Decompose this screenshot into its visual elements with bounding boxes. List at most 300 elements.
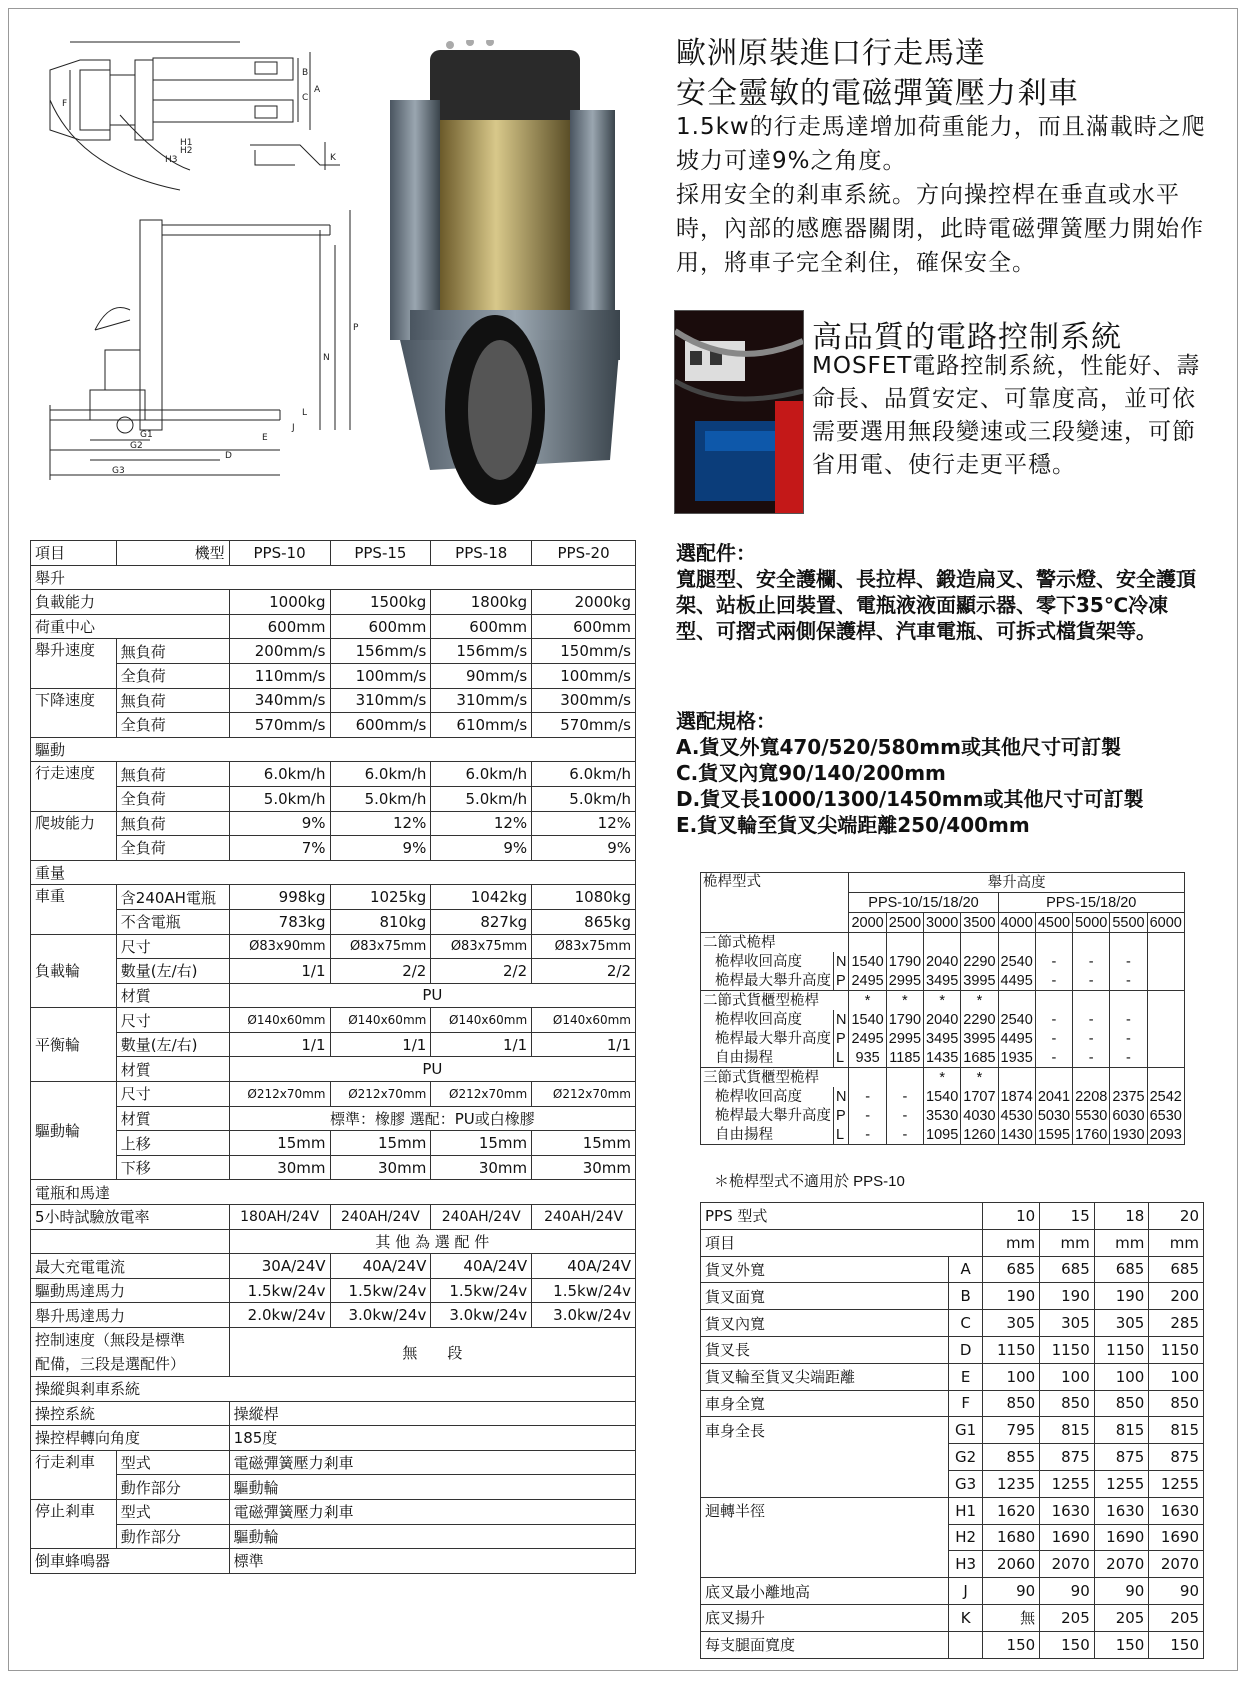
dim-unit: mm (1040, 1229, 1095, 1256)
cell: 90mm/s (431, 663, 532, 688)
label-H1: H1 (180, 138, 193, 148)
mast-height-col: 4500 (1035, 913, 1072, 933)
mast-grp2: PPS-15/18/20 (998, 893, 1184, 913)
table-row (701, 1256, 1204, 1283)
cell: 3.0kw/24v (330, 1303, 431, 1328)
row-label: 倒車蜂鳴器 (31, 1549, 230, 1574)
table-row (31, 1377, 636, 1402)
dim-cell: 1630 (1040, 1497, 1095, 1524)
mast-row-code: P (834, 971, 849, 991)
sub-label: 動作部分 (116, 1524, 229, 1549)
mast-cell: 2495 (849, 1029, 886, 1048)
cell: 180AH/24V (229, 1205, 330, 1230)
cell: 驅動輪 (229, 1524, 635, 1549)
mast-cell (886, 933, 923, 953)
mast-cell: 2093 (1147, 1125, 1184, 1145)
cell: PU (229, 1057, 635, 1082)
mast-cell: * (849, 991, 886, 1011)
mast-row-label: 自由揚程 (701, 1048, 834, 1068)
mast-row-code: N (834, 1087, 849, 1106)
mast-cell: - (1110, 971, 1147, 991)
dim-cell: 685 (983, 1256, 1040, 1283)
sub-label: 下移 (116, 1155, 229, 1180)
cell: 9% (330, 836, 431, 861)
mast-cell: - (1073, 952, 1110, 971)
cell: 15mm (229, 1131, 330, 1156)
model-col: PPS-15 (330, 541, 431, 566)
cell: 電磁彈簧壓力剎車 (229, 1499, 635, 1524)
dim-cell: 305 (1094, 1310, 1149, 1337)
dim-row-label: 貨叉長 (701, 1336, 949, 1363)
table-row (701, 1029, 1185, 1048)
label-G1: G1 (140, 430, 153, 440)
mast-cell: 2995 (886, 1029, 923, 1048)
cell: 810kg (330, 909, 431, 934)
dim-row-label: 底叉最小離地高 (701, 1578, 949, 1605)
cell: 1.5kw/24v (431, 1278, 532, 1303)
table-row (31, 1549, 636, 1574)
mast-cell (1147, 933, 1184, 953)
cell: 827kg (431, 909, 532, 934)
table-row (31, 639, 636, 664)
table-row (701, 1470, 1204, 1497)
table-row (31, 590, 636, 615)
cell: Ø83x75mm (431, 934, 532, 959)
mast-cell: 2540 (998, 952, 1035, 971)
cell: 200mm/s (229, 639, 330, 664)
cell: 1/1 (229, 959, 330, 984)
cell: 100mm/s (330, 663, 431, 688)
label-H3: H3 (165, 155, 178, 165)
specs-line: C.貨叉內寬90/140/200mm (676, 761, 946, 785)
dim-cell: 850 (1149, 1390, 1204, 1417)
sub-label: 全負荷 (116, 836, 229, 861)
table-row (701, 1631, 1204, 1658)
table-row (31, 1254, 636, 1279)
table-row (701, 873, 1185, 893)
cell: 1.5kw/24v (229, 1278, 330, 1303)
mast-cell (961, 933, 998, 953)
cell: 9% (229, 811, 330, 836)
dim-cell: 855 (983, 1444, 1040, 1471)
dim-row-label: 底叉揚升 (701, 1604, 949, 1631)
mast-row-label: 桅桿收回高度 (701, 1010, 834, 1029)
dim-cell: 190 (1094, 1283, 1149, 1310)
table-row (701, 1336, 1204, 1363)
dim-row-code: G1 (948, 1417, 982, 1444)
dim-row-label (701, 1551, 949, 1578)
cell: 100mm/s (532, 663, 636, 688)
mast-cell: 3995 (961, 1029, 998, 1048)
cell: 2/2 (330, 959, 431, 984)
dim-cell: 200 (1149, 1283, 1204, 1310)
row-label: 操控桿轉向角度 (31, 1426, 230, 1451)
cell: 865kg (532, 909, 636, 934)
mast-cell: - (1110, 1048, 1147, 1068)
sub-label: 上移 (116, 1131, 229, 1156)
table-row (31, 1524, 636, 1549)
cell: 30A/24V (229, 1254, 330, 1279)
mast-cell: 1595 (1035, 1125, 1072, 1145)
table-row (701, 1417, 1204, 1444)
table-row (31, 1180, 636, 1205)
cell: 6.0km/h (431, 762, 532, 787)
dim-cell: 1235 (983, 1470, 1040, 1497)
cell: 30mm (229, 1155, 330, 1180)
cell: 6.0km/h (229, 762, 330, 787)
dim-cell: 90 (983, 1578, 1040, 1605)
dim-row-code: H1 (948, 1497, 982, 1524)
mast-cell (1147, 991, 1184, 1011)
specs-line: D.貨叉長1000/1300/1450mm或其他尺寸可訂製 (676, 787, 1144, 811)
header-title (676, 34, 1079, 114)
dim-row-code: B (948, 1283, 982, 1310)
table-row (31, 811, 636, 836)
sub-label: 動作部分 (116, 1475, 229, 1500)
cell: Ø140x60mm (229, 1008, 330, 1033)
table-row (31, 836, 636, 861)
table-row (31, 688, 636, 713)
table-row (31, 1401, 636, 1426)
mast-cell: 1874 (998, 1087, 1035, 1106)
dim-row-label: 貨叉內寬 (701, 1310, 949, 1337)
dim-cell: 875 (1149, 1444, 1204, 1471)
mast-cell: * (924, 1068, 961, 1088)
mast-cell: 1435 (924, 1048, 961, 1068)
label-F: F (62, 99, 68, 109)
cell: 標準：橡膠 選配：PU或白橡膠 (229, 1106, 635, 1131)
mast-cell: 1430 (998, 1125, 1035, 1145)
mast-cell (924, 933, 961, 953)
mast-row-code: L (834, 1125, 849, 1145)
table-row (31, 1008, 636, 1033)
cell: 40A/24V (330, 1254, 431, 1279)
cell: 310mm/s (330, 688, 431, 713)
cell: 操縱桿 (229, 1401, 635, 1426)
intro-paragraph-1: 1.5kw的行走馬達增加荷重能力，而且滿載時之爬坡力可達9%之角度。 (676, 114, 1206, 174)
dim-row-code: G3 (948, 1470, 982, 1497)
mast-cell: 1185 (886, 1048, 923, 1068)
table-row (31, 1278, 636, 1303)
dim-row-code: K (948, 1604, 982, 1631)
cell: 5.0km/h (229, 786, 330, 811)
row-label: 舉升馬達馬力 (31, 1303, 230, 1328)
options-title: 選配件： (676, 541, 756, 565)
mast-cell (1035, 991, 1072, 1011)
sub-label: 無負荷 (116, 762, 229, 787)
cell: 600mm (229, 614, 330, 639)
cell: Ø212x70mm (532, 1082, 636, 1107)
cell: 610mm/s (431, 713, 532, 738)
row-label: 驅動輪 (31, 1082, 117, 1180)
cell: Ø140x60mm (431, 1008, 532, 1033)
row-label: 停止剎車 (31, 1499, 117, 1548)
sub-label: 全負荷 (116, 663, 229, 688)
mast-cell: 2040 (924, 1010, 961, 1029)
cell: 12% (431, 811, 532, 836)
table-row (701, 1106, 1185, 1125)
cell: Ø212x70mm (431, 1082, 532, 1107)
row-label: 舉升速度 (31, 639, 117, 688)
sub-label: 尺寸 (116, 1082, 229, 1107)
cell: 240AH/24V (431, 1205, 532, 1230)
table-row (701, 1068, 1185, 1088)
cell: 300mm/s (532, 688, 636, 713)
dim-row-label: 車身全寬 (701, 1390, 949, 1417)
dim-cell: 1690 (1040, 1524, 1095, 1551)
cell: 600mm (431, 614, 532, 639)
dim-row-label: 貨叉輪至貨叉尖端距離 (701, 1363, 949, 1390)
model-col: PPS-10 (229, 541, 330, 566)
hdr-item: 項目 (31, 541, 117, 566)
dim-cell: 815 (1040, 1417, 1095, 1444)
mast-height-col: 2500 (886, 913, 923, 933)
table-row (701, 1524, 1204, 1551)
title-line2: 安全靈敏的電磁彈簧壓力剎車 (676, 76, 1079, 111)
table-row (31, 1328, 636, 1377)
dim-cell: 150 (983, 1631, 1040, 1658)
label-C: C (302, 93, 309, 103)
dim-cell: 150 (1149, 1631, 1204, 1658)
mast-height-col: 6000 (1147, 913, 1184, 933)
dim-row-label (701, 1444, 949, 1471)
cell: 998kg (229, 885, 330, 910)
spec-table (30, 540, 636, 1574)
cell: 40A/24V (532, 1254, 636, 1279)
mast-cell: * (961, 991, 998, 1011)
mast-cell (1035, 933, 1072, 953)
table-row (701, 1363, 1204, 1390)
sub-label: 尺寸 (116, 934, 229, 959)
cell: 6.0km/h (330, 762, 431, 787)
mast-table (700, 872, 1185, 1145)
dim-row-label: 貨叉外寬 (701, 1256, 949, 1283)
mast-cell: - (849, 1125, 886, 1145)
dim-row-label: 貨叉面寬 (701, 1283, 949, 1310)
table-row (701, 933, 1185, 953)
dim-row-code: J (948, 1578, 982, 1605)
mast-cell: 4495 (998, 1029, 1035, 1048)
table-row (701, 1444, 1204, 1471)
mast-cell (1073, 991, 1110, 1011)
mast-height-col: 5500 (1110, 913, 1147, 933)
dim-cell: 90 (1040, 1578, 1095, 1605)
dim-cell: 100 (1040, 1363, 1095, 1390)
mast-cell: 1790 (886, 952, 923, 971)
row-label: 驅動馬達馬力 (31, 1278, 230, 1303)
table-row (31, 1082, 636, 1107)
row-label: 荷重中心 (31, 614, 230, 639)
dim-cell: 2070 (1040, 1551, 1095, 1578)
cell: 240AH/24V (330, 1205, 431, 1230)
row-label: 車重 (31, 885, 117, 934)
table-row (31, 1450, 636, 1475)
dim-row-label: 迴轉半徑 (701, 1497, 949, 1524)
dim-cell: 150 (1040, 1631, 1095, 1658)
dim-hdr-type: PPS 型式 (701, 1203, 983, 1230)
table-row (701, 971, 1185, 991)
cell: 12% (330, 811, 431, 836)
cell: 1025kg (330, 885, 431, 910)
dim-cell: 1620 (983, 1497, 1040, 1524)
table-row (31, 713, 636, 738)
table-row (31, 762, 636, 787)
dim-model: 10 (983, 1203, 1040, 1230)
mast-row-label: 桅桿收回高度 (701, 1087, 834, 1106)
table-row (31, 1057, 636, 1082)
mast-row-label: 自由揚程 (701, 1125, 834, 1145)
section-drive: 驅動 (31, 737, 636, 762)
mast-cell: 3495 (924, 1029, 961, 1048)
cell: 2/2 (532, 959, 636, 984)
mast-cell (998, 933, 1035, 953)
mast-cell: - (1110, 1010, 1147, 1029)
mast-cell: - (1035, 1029, 1072, 1048)
cell: 5.0km/h (330, 786, 431, 811)
cell: 2.0kw/24v (229, 1303, 330, 1328)
control-speed-label-2: 配備，三段是選配件） (35, 1355, 186, 1373)
mast-cell: 2041 (1035, 1087, 1072, 1106)
mast-cell: 1540 (849, 952, 886, 971)
mast-cell: - (1073, 971, 1110, 991)
mast-cell: - (1035, 971, 1072, 991)
cell: 570mm/s (532, 713, 636, 738)
cell: 1/1 (431, 1032, 532, 1057)
mast-section-title: 三節式貨櫃型桅桿 (701, 1068, 849, 1088)
row-label: 爬坡能力 (31, 811, 117, 860)
row-label: 平衡輪 (31, 1008, 117, 1082)
mast-cell: 4030 (961, 1106, 998, 1125)
cell: 無 段 (229, 1328, 635, 1377)
mast-row-label: 桅桿最大舉升高度 (701, 1029, 834, 1048)
dim-cell: 850 (1094, 1390, 1149, 1417)
table-row (31, 860, 636, 885)
sub-label: 材質 (116, 1106, 229, 1131)
label-D: D (225, 451, 232, 461)
cell: PU (229, 983, 635, 1008)
section-lift: 舉升 (31, 565, 636, 590)
mast-cell (849, 1068, 886, 1088)
model-col: PPS-18 (431, 541, 532, 566)
specs-block (676, 708, 1216, 838)
mast-cell: 1935 (998, 1048, 1035, 1068)
section-battery: 電瓶和馬達 (31, 1180, 636, 1205)
table-row (701, 1497, 1204, 1524)
sub-label: 材質 (116, 1057, 229, 1082)
dim-cell: 1630 (1094, 1497, 1149, 1524)
table-row (31, 1499, 636, 1524)
cell: 1/1 (229, 1032, 330, 1057)
label-B: B (302, 68, 309, 78)
mast-row-label: 桅桿最大舉升高度 (701, 971, 834, 991)
table-row (701, 952, 1185, 971)
mast-cell (1110, 1068, 1147, 1088)
controller-illustration (675, 311, 803, 513)
dim-cell: 285 (1149, 1310, 1204, 1337)
cell: 150mm/s (532, 639, 636, 664)
dim-cell: 2060 (983, 1551, 1040, 1578)
mast-cell: 4530 (998, 1106, 1035, 1125)
dim-cell: 1255 (1094, 1470, 1149, 1497)
cell: 40A/24V (431, 1254, 532, 1279)
mast-cell: - (886, 1087, 923, 1106)
mast-cell: 4495 (998, 971, 1035, 991)
mast-cell: - (1110, 1029, 1147, 1048)
mast-cell: - (1073, 1048, 1110, 1068)
cell: 7% (229, 836, 330, 861)
table-row (31, 565, 636, 590)
mast-row-label: 桅桿收回高度 (701, 952, 834, 971)
table-row (31, 1205, 636, 1230)
mast-cell: 3495 (924, 971, 961, 991)
dim-cell: 無 (983, 1604, 1040, 1631)
table-row (701, 1203, 1204, 1230)
cell: 310mm/s (431, 688, 532, 713)
dim-cell: 875 (1094, 1444, 1149, 1471)
row-label: 負載輪 (31, 934, 117, 1008)
row-label: 負載能力 (31, 590, 230, 615)
mast-cell: * (961, 1068, 998, 1088)
row-label (31, 1328, 230, 1377)
cell: Ø212x70mm (229, 1082, 330, 1107)
cell: Ø140x60mm (532, 1008, 636, 1033)
mast-cell: 1095 (924, 1125, 961, 1145)
mast-height-col: 5000 (1073, 913, 1110, 933)
dim-cell: 1255 (1149, 1470, 1204, 1497)
mast-cell: 5030 (1035, 1106, 1072, 1125)
mast-section-title: 二節式桅桿 (701, 933, 849, 953)
mast-height-col: 3500 (961, 913, 998, 933)
mast-cell: 2208 (1073, 1087, 1110, 1106)
cell: 其 他 為 選 配 件 (229, 1229, 635, 1254)
label-A: A (314, 85, 321, 95)
section-brake: 操縱與剎車系統 (31, 1377, 636, 1402)
mast-cell: 2995 (886, 971, 923, 991)
dim-model: 18 (1094, 1203, 1149, 1230)
model-col: PPS-20 (532, 541, 636, 566)
sub-label: 型式 (116, 1499, 229, 1524)
dim-cell: 190 (1040, 1283, 1095, 1310)
table-row (701, 1604, 1204, 1631)
cell: 30mm (431, 1155, 532, 1180)
row-label: 5小時試驗放電率 (31, 1205, 230, 1230)
mast-cell: 2495 (849, 971, 886, 991)
cell: 185度 (229, 1426, 635, 1451)
dim-cell: 1150 (1040, 1336, 1095, 1363)
table-row (701, 991, 1185, 1011)
sub-label: 數量(左/右) (116, 1032, 229, 1057)
dim-cell: 685 (1040, 1256, 1095, 1283)
mast-cell: - (849, 1087, 886, 1106)
dim-cell: 1150 (1094, 1336, 1149, 1363)
table-row (31, 663, 636, 688)
dim-unit: mm (983, 1229, 1040, 1256)
dim-cell: 1690 (1094, 1524, 1149, 1551)
mast-cell: - (849, 1106, 886, 1125)
cell: 1500kg (330, 590, 431, 615)
cell: 標準 (229, 1549, 635, 1574)
mast-note: ＊桅桿型式不適用於 PPS-10 (714, 1173, 905, 1190)
cell: 30mm (330, 1155, 431, 1180)
sub-label: 尺寸 (116, 1008, 229, 1033)
sub-label: 材質 (116, 983, 229, 1008)
dim-cell: 1690 (1149, 1524, 1204, 1551)
dim-row-code: E (948, 1363, 982, 1390)
cell: 2000kg (532, 590, 636, 615)
cell: Ø83x75mm (330, 934, 431, 959)
label-P: P (353, 323, 359, 333)
dim-row-code: H3 (948, 1551, 982, 1578)
